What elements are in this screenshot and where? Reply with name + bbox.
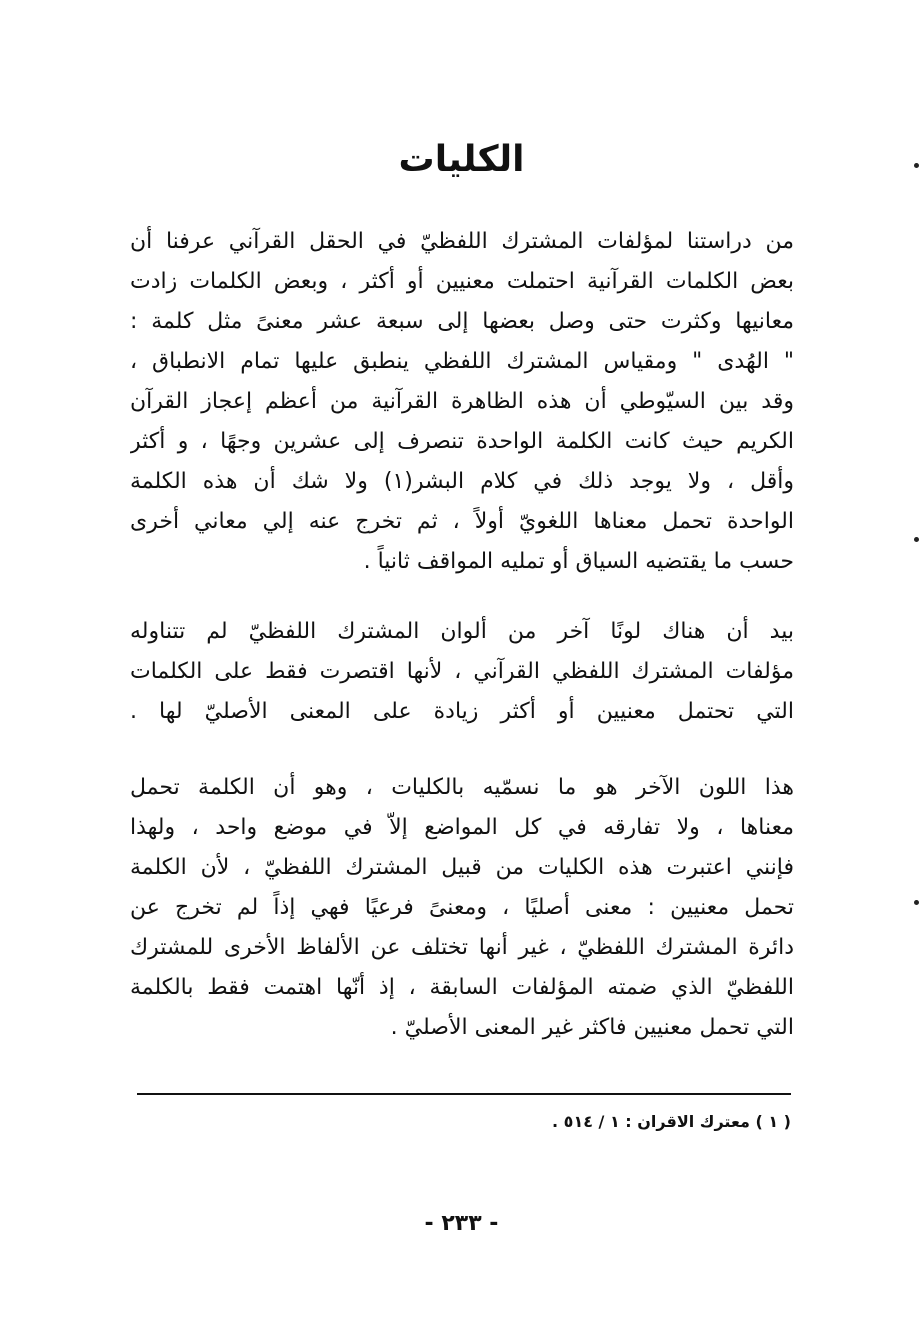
page-number: - ٢٣٣ - — [424, 1211, 499, 1236]
text-line: التي تحمل معنيين فاكثر غير المعنى الأصليّ . — [390, 1015, 794, 1040]
text-line: الواحدة تحمل معناها اللغويّ أولاً ، ثم تخرج عنه إلي معاني أخرى — [130, 509, 794, 534]
text-line: مؤلفات المشترك اللفظي القرآني ، لأنها اقتصرت فقط على الكلمات — [130, 659, 794, 684]
text-line: وقد بين السيّوطي أن هذه الظاهرة القرآنية من أعظم إعجاز القرآن — [130, 389, 794, 414]
text-line: معناها ، ولا تفارقه في كل المواضع إلاّ في موضع واحد ، ولهذا — [130, 815, 794, 840]
text-line: هذا اللون الآخر هو ما نسمّيه بالكليات ، وهو أن الكلمة تحمل — [130, 775, 794, 800]
text-line: الكريم حيث كانت الكلمة الواحدة تنصرف إلى عشرين وجهًا ، و أكثر — [130, 429, 794, 454]
paragraph-2 — [130, 612, 794, 732]
scan-margin-mark — [914, 163, 919, 168]
text-line: تحمل معنيين : معنى أصليًا ، ومعنىً فرعيًا فهي إذاً لم تخرج عن — [130, 895, 794, 920]
page-title: الكليات — [398, 139, 525, 180]
text-line: بيد أن هناك لونًا آخر من ألوان المشترك اللفظيّ لم تتناوله — [130, 619, 794, 644]
text-line: وأقل ، ولا يوجد ذلك في كلام البشر(١) ولا شك أن هذه الكلمة — [130, 469, 794, 494]
text-line: التي تحتمل معنيين أو أكثر زيادة على المعنى الأصليّ لها . — [130, 699, 794, 724]
footnote: ( ١ ) معترك الاقران : ١ / ٥١٤ . — [552, 1112, 791, 1131]
text-line: بعض الكلمات القرآنية احتملت معنيين أو أكثر ، وبعض الكلمات زادت — [130, 269, 794, 294]
footnote-divider — [137, 1093, 791, 1095]
text-line: دائرة المشترك اللفظيّ ، غير أنها تختلف عن الألفاظ الأخرى للمشترك — [130, 935, 794, 960]
text-line: فإنني اعتبرت هذه الكليات من قبيل المشترك اللفظيّ ، لأن الكلمة — [130, 855, 794, 880]
scan-margin-mark — [914, 900, 919, 905]
text-line: حسب ما يقتضيه السياق أو تمليه المواقف ثانياً . — [363, 549, 794, 574]
paragraph-3 — [130, 768, 794, 1048]
text-line: " الهُدى " ومقياس المشترك اللفظي ينطبق عليها تمام الانطباق ، — [130, 349, 794, 374]
text-line: اللفظيّ الذي ضمته المؤلفات السابقة ، إذ أنّها اهتمت فقط بالكلمة — [130, 975, 794, 1000]
paragraph-1 — [130, 222, 794, 582]
text-line: معانيها وكثرت حتى وصل بعضها إلى سبعة عشر معنىً مثل كلمة : — [130, 309, 794, 334]
text-line: من دراستنا لمؤلفات المشترك اللفظيّ في الحقل القرآني عرفنا أن — [130, 229, 794, 254]
scan-margin-mark — [914, 537, 919, 542]
